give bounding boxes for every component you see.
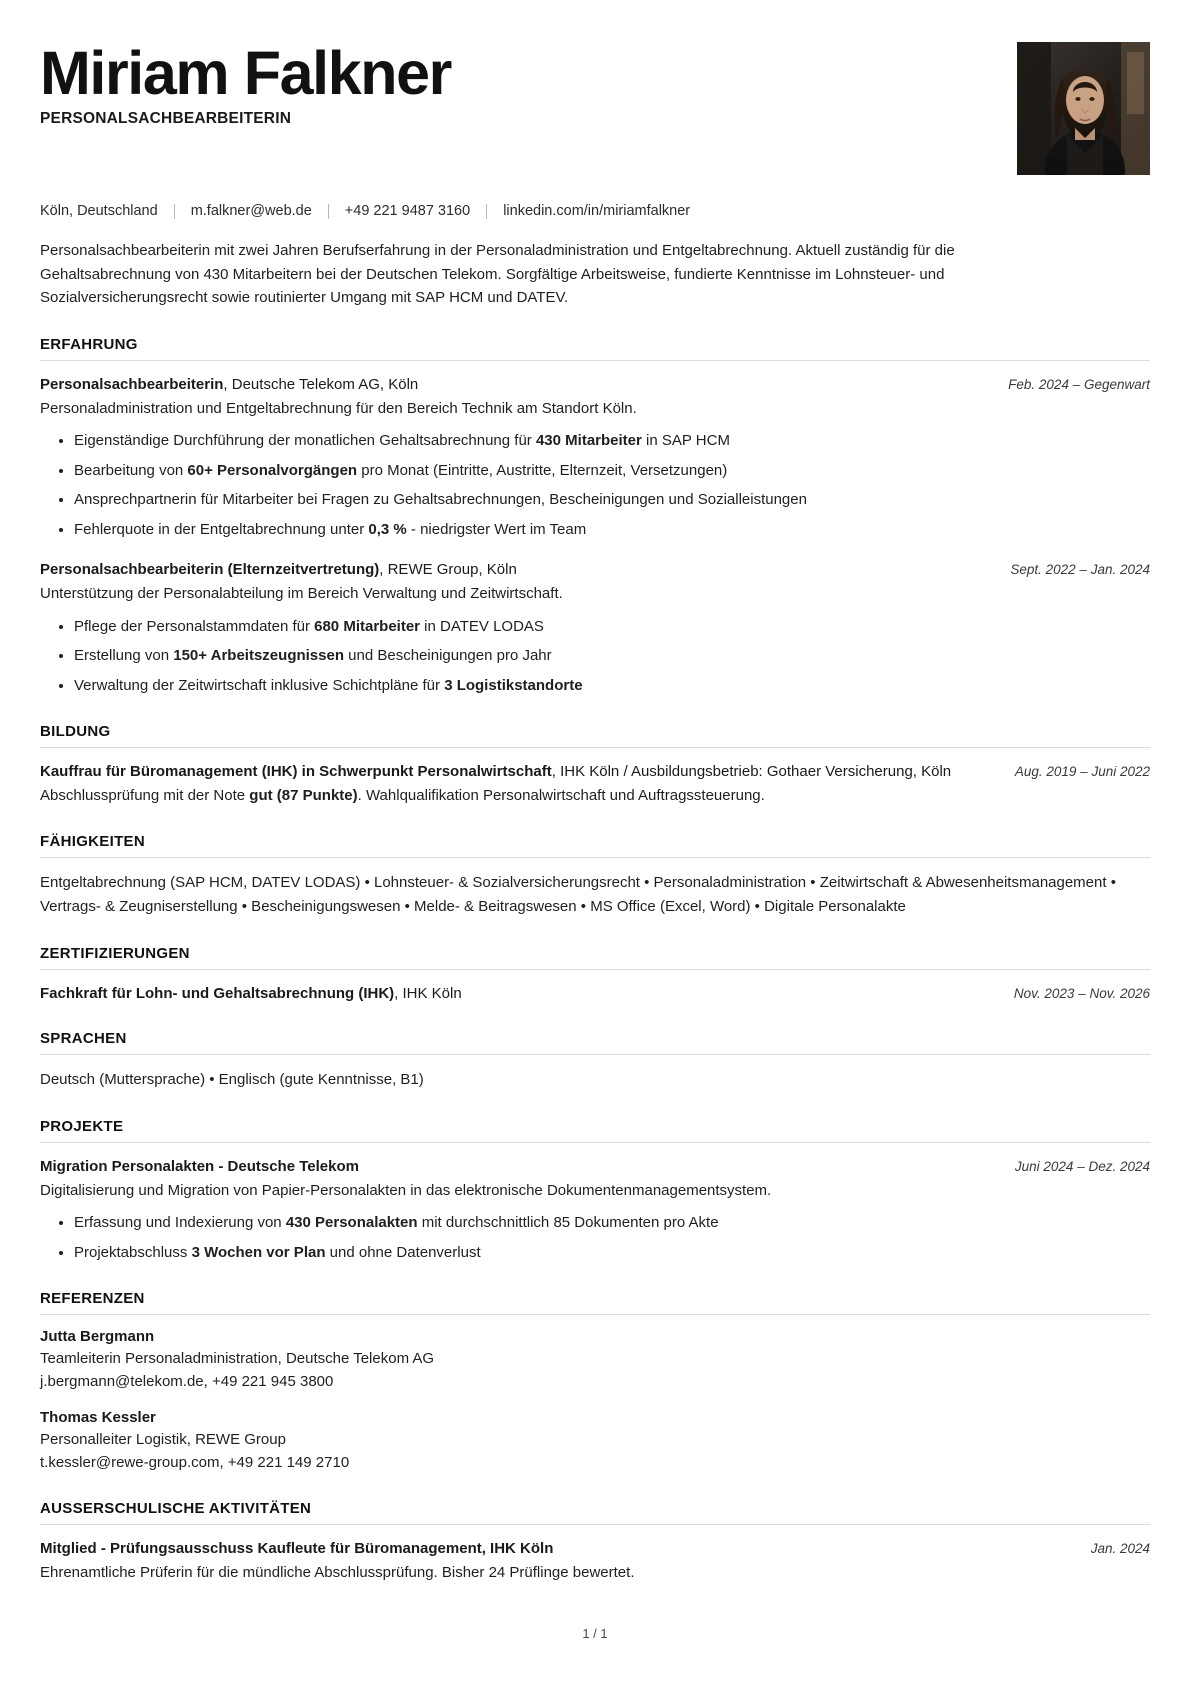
entry-header	[40, 374, 1150, 396]
resume-header	[40, 38, 1150, 175]
entry-title	[40, 1156, 991, 1178]
entry-bullet-list	[40, 430, 1150, 541]
body-text: Abschlussprüfung mit der Note	[40, 786, 250, 804]
section-languages	[40, 1030, 1150, 1092]
section-divider	[40, 969, 1150, 970]
entry-detail	[40, 785, 1150, 808]
reference-entry	[40, 1328, 1150, 1393]
highlight-text: 3 Wochen vor Plan	[191, 1243, 326, 1261]
entry-description: Personaladministration und Entgeltabrechnung für den Bereich Technik am Standort Köln.	[40, 399, 637, 417]
resume-entry	[40, 374, 1150, 541]
highlight-text: 150+ Arbeitszeugnissen	[173, 647, 344, 665]
contact-email[interactable]: m.falkner@web.de	[190, 203, 312, 219]
contact-divider	[328, 204, 329, 219]
body-text: Ansprechpartnerin für Mitarbeiter bei Fragen zu Gehaltsabrechnungen, Bescheinigungen und Sozialleistungen	[74, 491, 807, 509]
body-text: Verwaltung der Zeitwirtschaft inklusive Schichtpläne für	[74, 676, 445, 694]
highlight-text: 680 Mitarbeiter	[314, 617, 421, 635]
entry-organization: , IHK Köln	[394, 984, 462, 1002]
section-activities	[40, 1500, 1150, 1584]
bullet-item	[74, 1242, 1150, 1265]
activity-entries	[40, 1538, 1150, 1584]
reference-name: Thomas Kessler	[40, 1409, 156, 1427]
body-text: Pflege der Personalstammdaten für	[74, 617, 315, 635]
section-divider	[40, 1142, 1150, 1143]
contact-bar	[40, 203, 1150, 219]
entry-date: Jan. 2024	[1090, 1541, 1150, 1557]
highlight-text: 60+ Personalvorgängen	[187, 461, 358, 479]
entry-description: Unterstützung der Personalabteilung im Bereich Verwaltung und Zeitwirtschaft.	[40, 585, 563, 603]
section-divider	[40, 857, 1150, 858]
contact-divider	[486, 204, 487, 219]
project-entries	[40, 1156, 1150, 1264]
body-text: und Bescheinigungen pro Jahr	[344, 647, 552, 665]
bullet-item	[74, 675, 1150, 698]
bullet-item	[74, 1212, 1150, 1235]
section-skills	[40, 833, 1150, 918]
bullet-item	[74, 645, 1150, 668]
body-text: pro Monat (Eintritte, Austritte, Elternzeit, Versetzungen)	[357, 461, 728, 479]
professional-summary: Personalsachbearbeiterin mit zwei Jahren Berufserfahrung in der Personaladministration und Entgeltabrechnung. Aktuell zuständig für die Gehaltsabrechnung von 430 Mitarbeitern bei der Deutschen Telekom. Sorgfältige Arbeitsweise, fundierte Kenntnisse im Lohnsteuer- und Sozialversicherungsrecht sowie routinierter Umgang mit SAP HCM und DATEV.	[40, 242, 955, 307]
languages-list: Deutsch (Muttersprache) • Englisch (gute Kenntnisse, B1)	[40, 1071, 424, 1089]
reference-position: Personalleiter Logistik, REWE Group	[40, 1431, 286, 1449]
entry-description: Ehrenamtliche Prüferin für die mündliche Abschlussprüfung. Bisher 24 Prüflinge bewertet.	[40, 1564, 635, 1582]
section-title-languages: SPRACHEN	[40, 1030, 127, 1048]
section-education	[40, 723, 1150, 807]
resume-entry	[40, 1156, 1150, 1264]
entry-header	[40, 761, 1150, 783]
body-text: - niedrigster Wert im Team	[406, 520, 587, 538]
entry-bullet-list	[40, 616, 1150, 698]
section-title-education: BILDUNG	[40, 723, 111, 741]
entry-bullet-list	[40, 1212, 1150, 1264]
entry-role: Personalsachbearbeiterin (Elternzeitvertretung)	[40, 561, 380, 579]
page-indicator: 1 / 1	[582, 1626, 608, 1641]
body-text: Fehlerquote in der Entgeltabrechnung unter	[74, 520, 369, 538]
reference-position: Teamleiterin Personaladministration, Deutsche Telekom AG	[40, 1350, 435, 1368]
body-text: Erfassung und Indexierung von	[74, 1214, 286, 1232]
candidate-name: Miriam Falkner	[40, 39, 451, 107]
skills-list: Entgeltabrechnung (SAP HCM, DATEV LODAS) • Lohnsteuer- & Sozialversicherungsrecht • Personaladministration • Zeitwirtschaft & Abwesenheitsmanagement • Vertrags- & Zeugniserstellung • Bescheinigungswesen • Melde- & Beitragswesen • MS Office (Excel, Word) • Digitale Personalakte	[40, 874, 1116, 915]
contact-linkedin[interactable]: linkedin.com/in/miriamfalkner	[503, 203, 691, 219]
reference-contact[interactable]: t.kessler@rewe-group.com, +49 221 149 2710	[40, 1453, 350, 1471]
contact-phone[interactable]: +49 221 9487 3160	[344, 203, 471, 219]
entry-title	[40, 374, 984, 396]
reference-contact[interactable]: j.bergmann@telekom.de, +49 221 945 3800	[40, 1372, 334, 1390]
body-text: Eigenständige Durchführung der monatlichen Gehaltsabrechnung für	[74, 432, 536, 450]
entry-date: Nov. 2023 – Nov. 2026	[1013, 985, 1150, 1001]
bullet-item	[74, 489, 1150, 512]
section-title-projects: PROJEKTE	[40, 1118, 124, 1136]
bullet-item	[74, 460, 1150, 483]
entry-title	[40, 559, 986, 581]
reference-entries	[40, 1328, 1150, 1474]
body-text: . Wahlqualifikation Personalwirtschaft und Auftragssteuerung.	[357, 786, 765, 804]
section-divider	[40, 360, 1150, 361]
profile-photo	[1017, 42, 1150, 175]
section-title-activities: AUSSERSCHULISCHE AKTIVITÄTEN	[40, 1500, 312, 1518]
entry-title	[40, 1538, 1067, 1560]
section-references	[40, 1290, 1150, 1474]
section-title-certifications: ZERTIFIZIERUNGEN	[40, 944, 190, 962]
entry-title	[40, 761, 991, 783]
highlight-text: 430 Mitarbeiter	[535, 432, 642, 450]
section-title-skills: FÄHIGKEITEN	[40, 833, 145, 851]
section-title-references: REFERENZEN	[40, 1290, 145, 1308]
section-experience	[40, 336, 1150, 697]
entry-title	[40, 983, 990, 1005]
profile-photo-image	[1017, 42, 1150, 175]
contact-location: Köln, Deutschland	[40, 203, 158, 219]
section-divider	[40, 1314, 1150, 1315]
contact-divider	[174, 204, 175, 219]
entry-role: Migration Personalakten - Deutsche Telekom	[40, 1158, 359, 1176]
entry-date: Juni 2024 – Dez. 2024	[1014, 1159, 1150, 1175]
section-divider	[40, 1524, 1150, 1525]
certification-entries	[40, 983, 1150, 1005]
body-text: Projektabschluss	[74, 1243, 192, 1261]
entry-description: Digitalisierung und Migration von Papier-Personalakten in das elektronische Dokumentenmanagementsystem.	[40, 1181, 772, 1199]
body-text: mit durchschnittlich 85 Dokumenten pro Akte	[417, 1214, 719, 1232]
reference-name: Jutta Bergmann	[40, 1328, 155, 1346]
entry-role: Mitglied - Prüfungsausschuss Kaufleute für Büromanagement, IHK Köln	[40, 1540, 554, 1558]
resume-entry	[40, 761, 1150, 807]
section-divider	[40, 1054, 1150, 1055]
candidate-job-title: PERSONALSACHBEARBEITERIN	[40, 110, 292, 128]
section-divider	[40, 747, 1150, 748]
entry-organization: , Deutsche Telekom AG, Köln	[223, 376, 419, 394]
section-certifications	[40, 945, 1150, 1005]
reference-entry	[40, 1409, 1150, 1474]
bullet-item	[74, 616, 1150, 639]
entry-header	[40, 1538, 1150, 1560]
entry-header	[40, 559, 1150, 581]
highlight-text: gut (87 Punkte)	[249, 786, 358, 804]
highlight-text: 3 Logistikstandorte	[444, 676, 583, 694]
body-text: in SAP HCM	[641, 432, 730, 450]
education-entries	[40, 761, 1150, 807]
resume-entry	[40, 983, 1150, 1005]
entry-header	[40, 983, 1150, 1005]
entry-date: Aug. 2019 – Juni 2022	[1014, 764, 1150, 780]
body-text: Erstellung von	[74, 647, 174, 665]
body-text: in DATEV LODAS	[420, 617, 544, 635]
entry-date: Feb. 2024 – Gegenwart	[1008, 377, 1150, 393]
entry-role: Personalsachbearbeiterin	[40, 376, 224, 394]
body-text: und ohne Datenverlust	[325, 1243, 481, 1261]
resume-entry	[40, 559, 1150, 697]
bullet-item	[74, 430, 1150, 453]
entry-organization: , REWE Group, Köln	[379, 561, 517, 579]
bullet-item	[74, 519, 1150, 542]
header-text-block	[40, 38, 1017, 128]
highlight-text: 430 Personalakten	[285, 1214, 418, 1232]
section-title-experience: ERFAHRUNG	[40, 336, 138, 354]
resume-entry	[40, 1538, 1150, 1584]
experience-entries	[40, 374, 1150, 697]
entry-role: Kauffrau für Büromanagement (IHK) in Schwerpunkt Personalwirtschaft	[40, 763, 552, 781]
section-projects	[40, 1118, 1150, 1264]
entry-date: Sept. 2022 – Jan. 2024	[1010, 562, 1150, 578]
entry-header	[40, 1156, 1150, 1178]
entry-role: Fachkraft für Lohn- und Gehaltsabrechnung (IHK)	[40, 984, 395, 1002]
entry-organization: , IHK Köln / Ausbildungsbetrieb: Gothaer Versicherung, Köln	[551, 763, 952, 781]
highlight-text: 0,3 %	[368, 520, 407, 538]
body-text: Bearbeitung von	[74, 461, 188, 479]
page-footer	[0, 1626, 1190, 1641]
